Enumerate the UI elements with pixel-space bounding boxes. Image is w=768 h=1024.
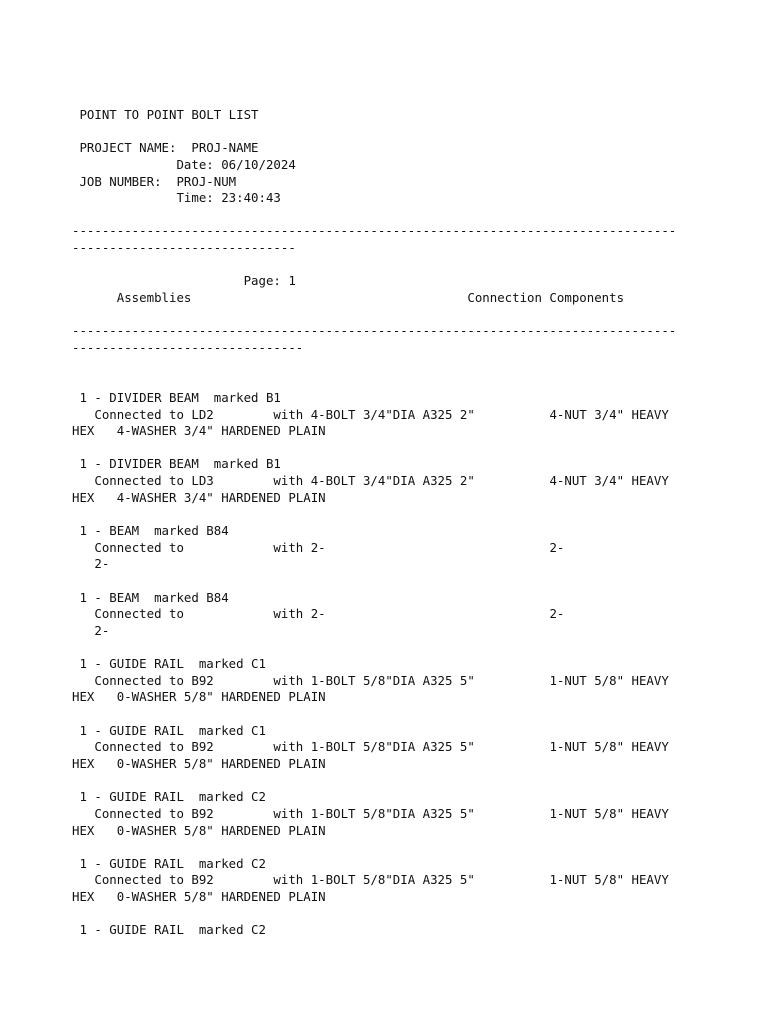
connection-entry	[72, 506, 752, 573]
page-number: Page: 1	[243, 273, 296, 289]
project-name-line: PROJECT NAME: PROJ-NAME	[79, 140, 259, 156]
connection-line: Connected to with 2- 2-	[94, 539, 565, 555]
connection-entry	[72, 440, 752, 507]
continuation-line: HEX 4-WASHER 3/4" HARDENED PLAIN	[72, 489, 326, 505]
connection-line: Connected to with 2- 2-	[94, 606, 565, 622]
assembly-line: 1 - DIVIDER BEAM marked B1	[79, 389, 281, 405]
assembly-line: 1 - GUIDE RAIL marked C1	[79, 722, 266, 738]
connection-entry	[72, 573, 752, 640]
continuation-line: 2-	[94, 556, 110, 572]
connection-line: Connected to B92 with 1-BOLT 5/8"DIA A325 5" 1-NUT 5/8" HEAVY	[94, 672, 669, 688]
connection-entry	[72, 773, 752, 840]
continuation-line: HEX 0-WASHER 5/8" HARDENED PLAIN	[72, 689, 326, 705]
connection-entry	[72, 706, 752, 773]
assembly-line: 1 - GUIDE RAIL marked C2	[79, 922, 266, 938]
continuation-line: 2-	[94, 622, 110, 638]
bolt-list-report	[72, 107, 752, 939]
column-headers: Assemblies Connection Components	[116, 290, 625, 306]
connection-entry	[72, 906, 752, 939]
report-title: POINT TO POINT BOLT LIST	[79, 107, 259, 122]
time-line: Time: 23:40:43	[176, 190, 281, 206]
assembly-line: 1 - DIVIDER BEAM marked B1	[79, 456, 281, 472]
assembly-line: 1 - GUIDE RAIL marked C2	[79, 855, 266, 871]
connection-line: Connected to LD2 with 4-BOLT 3/4"DIA A325 2" 4-NUT 3/4" HEAVY	[94, 406, 669, 422]
assembly-line: 1 - GUIDE RAIL marked C1	[79, 656, 266, 672]
connection-line: Connected to B92 with 1-BOLT 5/8"DIA A325 5" 1-NUT 5/8" HEAVY	[94, 739, 669, 755]
separator-line: ---------------------------------------------------------------------------------	[72, 323, 677, 339]
assembly-line: 1 - GUIDE RAIL marked C2	[79, 789, 266, 805]
connection-entry	[72, 640, 752, 707]
continuation-line: HEX 0-WASHER 5/8" HARDENED PLAIN	[72, 822, 326, 838]
connection-entry	[72, 839, 752, 906]
continuation-line: HEX 0-WASHER 5/8" HARDENED PLAIN	[72, 755, 326, 771]
continuation-line: HEX 4-WASHER 3/4" HARDENED PLAIN	[72, 423, 326, 439]
assembly-line: 1 - BEAM marked B84	[79, 589, 229, 605]
separator-line: ---------------------------------------------------------------------------------	[72, 223, 677, 239]
continuation-line: HEX 0-WASHER 5/8" HARDENED PLAIN	[72, 889, 326, 905]
job-number-line: JOB NUMBER: PROJ-NUM	[79, 173, 237, 189]
connection-entry	[72, 373, 752, 440]
connection-line: Connected to B92 with 1-BOLT 5/8"DIA A325 5" 1-NUT 5/8" HEAVY	[94, 872, 669, 888]
date-line: Date: 06/10/2024	[176, 156, 296, 172]
separator-line: ------------------------------	[72, 240, 296, 256]
connection-line: Connected to B92 with 1-BOLT 5/8"DIA A325 5" 1-NUT 5/8" HEAVY	[94, 805, 669, 821]
connection-line: Connected to LD3 with 4-BOLT 3/4"DIA A325 2" 4-NUT 3/4" HEAVY	[94, 473, 669, 489]
separator-line: -------------------------------	[72, 339, 304, 355]
assembly-line: 1 - BEAM marked B84	[79, 523, 229, 539]
